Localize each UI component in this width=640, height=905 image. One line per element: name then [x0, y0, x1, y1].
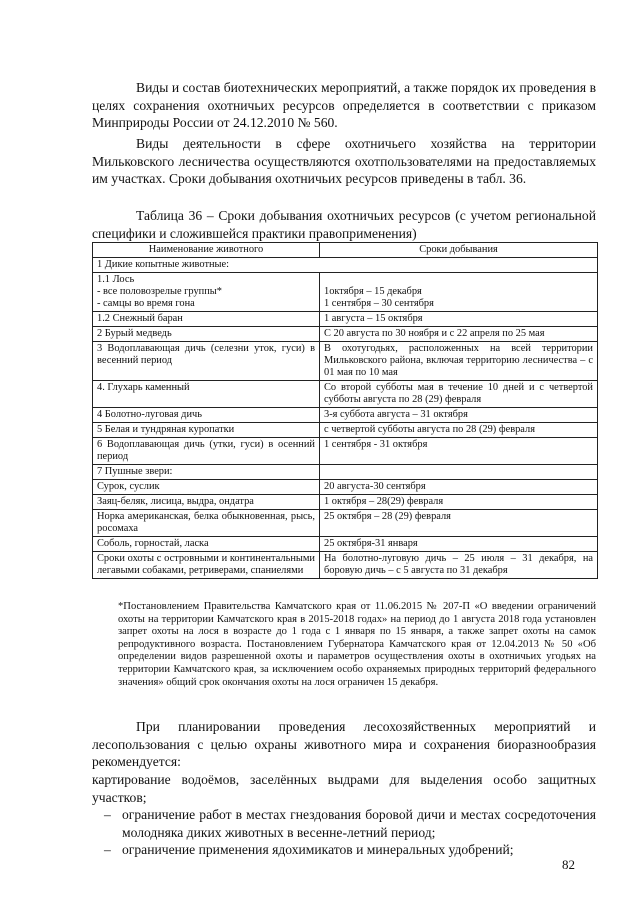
table-row: [93, 342, 598, 381]
footnote: *Постановлением Правительства Камчатского края от 11.06.2015 № 207-П «О введении ограничений охоты на территории Камчатского края в 2015-2018 годах» на период до 1 августа 2018 года установлен запрет охоты на лося в возрасте до 1 года с 1 января по 15 января, а также запрет охоты на самок репродуктивного возраста. Постановлением Губернатора Камчатского края от 12.04.2013 № 50 «Об определении видов разрешенной охоты и параметров осуществления охоты в охотничьих угодьях на территории Камчатского края, за исключением особо охраняемых природных территорий федерального значения» общий срок окончания охоты на лося ограничен 15 декабря.: [118, 601, 596, 688]
table-row: [93, 423, 598, 438]
recommendation-list: [92, 806, 596, 859]
cell-period: В охотугодьях, расположенных на всей территории Мильковского района, включая территорию лесничества – с 01 мая по 10 мая: [320, 342, 598, 381]
hunting-periods-table: [92, 242, 598, 579]
table-row: [93, 258, 598, 273]
table-row: [93, 552, 598, 579]
table-row: [93, 465, 598, 480]
cell-animal: Заяц-беляк, лисица, выдра, ондатра: [93, 495, 320, 510]
paragraph-activities: Виды деятельности в сфере охотничьего хозяйства на территории Мильковского лесничества осуществляются охотпользователями на предоставляемых им участках. Сроки добывания охотничьих ресурсов приведены в табл. 36.: [92, 136, 596, 186]
header-animal: Наименование животного: [93, 243, 320, 258]
table-row: [93, 273, 598, 312]
cell-period: 1 октября – 28(29) февраля: [320, 495, 598, 510]
cell-animal: 2 Бурый медведь: [93, 327, 320, 342]
table-row: [93, 495, 598, 510]
cell-period: 20 августа-30 сентября: [320, 480, 598, 495]
page-number: 82: [562, 857, 575, 872]
cell-period: 1 сентября - 31 октября: [320, 438, 598, 465]
cell-animal: Сроки охоты с островными и континентальными легавыми собаками, ретриверами, спаниелями: [93, 552, 320, 579]
list-item-text: ограничение применения ядохимикатов и минеральных удобрений;: [122, 842, 514, 857]
table-row: [93, 408, 598, 423]
cell-period: 1 августа – 15 октября: [320, 312, 598, 327]
table-row: [93, 480, 598, 495]
cell-period: С 20 августа по 30 ноября и с 22 апреля по 25 мая: [320, 327, 598, 342]
header-period: Сроки добывания: [320, 243, 598, 258]
table-row: [93, 510, 598, 537]
paragraph-planning: При планировании проведения лесохозяйственных мероприятий и лесопользования с целью охраны животного мира и сохранения биоразнообразия рекомендуется:: [92, 719, 596, 769]
cell-animal: Соболь, горностай, ласка: [93, 537, 320, 552]
table-row: [93, 381, 598, 408]
paragraph-biotech: Виды и состав биотехнических мероприятий, а также порядок их проведения в целях сохранения охотничьих ресурсов определяется в соответствии с приказом Минприроды России от 24.12.2010 № 560.: [92, 80, 596, 130]
cell-period: Со второй субботы мая в течение 10 дней и с четвертой субботы августа по 28 (29) февраля: [320, 381, 598, 408]
cell-period: На болотно-луговую дичь – 25 июля – 31 декабря, на боровую дичь – с 5 августа по 31 декабря: [320, 552, 598, 579]
table-caption: Таблица 36 – Сроки добывания охотничьих ресурсов (с учетом региональной специфики и сложившейся практики правоприменения): [92, 208, 596, 241]
paragraph-mapping: картирование водоёмов, заселённых выдрами для выделения особо защитных участков;: [92, 772, 596, 805]
list-item: [92, 806, 596, 841]
cell-animal: 5 Белая и тундряная куропатки: [93, 423, 320, 438]
cell-period: 3-я суббота августа – 31 октября: [320, 408, 598, 423]
cell-animal: 1.1 Лось - все половозрелые группы* - самцы во время гона: [93, 273, 320, 312]
list-dash: –: [104, 842, 111, 857]
cell-animal: Сурок, суслик: [93, 480, 320, 495]
cell-animal: 7 Пушные звери:: [93, 465, 320, 480]
table-header-row: [93, 243, 598, 258]
list-dash: –: [104, 807, 111, 822]
table-row: [93, 537, 598, 552]
cell-period: с четвертой субботы августа по 28 (29) февраля: [320, 423, 598, 438]
table-row: [93, 312, 598, 327]
table-row: [93, 327, 598, 342]
cell-animal: 1 Дикие копытные животные:: [93, 258, 598, 273]
cell-animal: Норка американская, белка обыкновенная, рысь, росомаха: [93, 510, 320, 537]
cell-animal: 4 Болотно-луговая дичь: [93, 408, 320, 423]
list-item-text: ограничение работ в местах гнездования боровой дичи и местах сосредоточения молодняка диких животных в весенне-летний период;: [122, 807, 596, 840]
cell-period: 25 октября-31 января: [320, 537, 598, 552]
cell-animal: 4. Глухарь каменный: [93, 381, 320, 408]
cell-animal: 3 Водоплавающая дичь (селезни уток, гуси) в весенний период: [93, 342, 320, 381]
cell-animal: 1.2 Снежный баран: [93, 312, 320, 327]
cell-period: [320, 465, 598, 480]
cell-period: 25 октября – 28 (29) февраля: [320, 510, 598, 537]
cell-animal: 6 Водоплавающая дичь (утки, гуси) в осенний период: [93, 438, 320, 465]
list-item: [92, 841, 596, 859]
cell-period: 1октября – 15 декабря 1 сентября – 30 сентября: [320, 273, 598, 312]
table-row: [93, 438, 598, 465]
